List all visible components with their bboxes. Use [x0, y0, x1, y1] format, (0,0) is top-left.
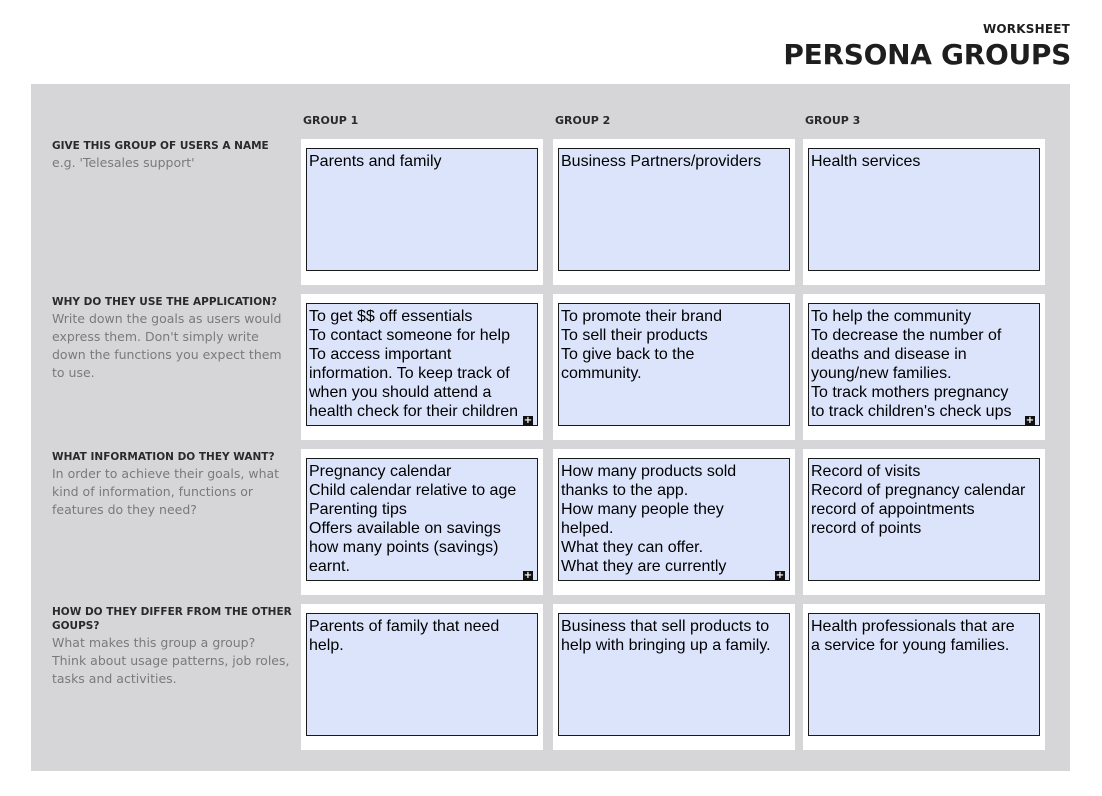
row-label [52, 139, 292, 172]
answer-cell [553, 294, 795, 440]
answer-text-line: to track children's check ups [811, 403, 1012, 420]
answer-text-line: What they are currently [561, 558, 727, 575]
answer-text-line: To decrease the number of [811, 327, 1002, 344]
column-header-group-3: GROUP 3 [805, 114, 861, 127]
worksheet-kicker: WORKSHEET [982, 22, 1070, 36]
answer-text-field[interactable] [558, 303, 790, 426]
row-title-line: GOUPS? [52, 620, 100, 632]
row-description-line: express them. Don't simply write [52, 329, 259, 344]
answer-text-line: help with bringing up a family. [561, 637, 771, 654]
row-description-line: In order to achieve their goals, what [52, 466, 280, 481]
answer-text-line: how many points (savings) [309, 539, 499, 556]
answer-text-field[interactable] [306, 303, 538, 426]
answer-text-field[interactable] [808, 148, 1040, 271]
expand-overflow-icon[interactable]: + [523, 570, 533, 581]
page-title: PERSONA GROUPS [783, 38, 1071, 71]
answer-text-line: To contact someone for help [309, 327, 511, 344]
row-description-line: e.g. 'Telesales support' [52, 155, 195, 170]
row-description-line: features do they need? [52, 502, 197, 517]
answer-text-line: What they can offer. [561, 539, 704, 556]
row-description [52, 310, 292, 382]
expand-overflow-icon[interactable]: + [1025, 415, 1035, 426]
answer-text-line: To track mothers pregnancy [811, 384, 1009, 401]
answer-text-line: To promote their brand [561, 308, 722, 325]
row-title [52, 605, 292, 633]
answer-text-field[interactable] [306, 458, 538, 581]
expand-overflow-icon[interactable]: + [775, 570, 785, 581]
answer-text-line: record of points [811, 520, 922, 537]
row-description-line: tasks and activities. [52, 671, 177, 686]
answer-cell [803, 449, 1045, 595]
answer-cell [301, 449, 543, 595]
answer-text-field[interactable] [558, 148, 790, 271]
answer-text-line: Business that sell products to [561, 618, 770, 635]
answer-cell [553, 139, 795, 285]
answer-text-line: Offers available on savings [309, 520, 501, 537]
answer-text-field[interactable] [808, 613, 1040, 736]
answer-text-field[interactable] [306, 613, 538, 736]
answer-text-line: Record of pregnancy calendar [811, 482, 1026, 499]
answer-text-line: when you should attend a [309, 384, 492, 401]
answer-text-line: information. To keep track of [309, 365, 510, 382]
answer-cell [301, 604, 543, 750]
answer-text-field[interactable] [808, 458, 1040, 581]
answer-text-line: To sell their products [561, 327, 708, 344]
row-title [52, 295, 292, 309]
answer-text-line: thanks to the app. [561, 482, 689, 499]
answer-text-field[interactable] [558, 613, 790, 736]
row-description [52, 465, 292, 519]
answer-text-line: community. [561, 365, 642, 382]
answer-text-field[interactable] [306, 148, 538, 271]
row-label [52, 295, 292, 382]
answer-text-line: To access important [309, 346, 452, 363]
answer-cell [803, 294, 1045, 440]
answer-text-line: Parents and family [309, 153, 442, 170]
row-description [52, 634, 292, 688]
row-title-line: WHY DO THEY USE THE APPLICATION? [52, 296, 278, 308]
answer-cell [301, 294, 543, 440]
answer-text-line: To give back to the [561, 346, 695, 363]
answer-text-line: earnt. [309, 558, 350, 575]
answer-cell [553, 604, 795, 750]
answer-text-line: health check for their children [309, 403, 518, 420]
answer-text-line: Health professionals that are [811, 618, 1015, 635]
answer-text-line: Parenting tips [309, 501, 407, 518]
answer-text-line: a service for young families. [811, 637, 1010, 654]
row-description-line: kind of information, functions or [52, 484, 253, 499]
answer-text-line: Child calendar relative to age [309, 482, 517, 499]
answer-text-line: Health services [811, 153, 921, 170]
column-header-group-1: GROUP 1 [303, 114, 359, 127]
row-title-line: WHAT INFORMATION DO THEY WANT? [52, 451, 275, 463]
row-label [52, 450, 292, 519]
answer-cell [803, 139, 1045, 285]
answer-text-field[interactable] [808, 303, 1040, 426]
answer-text-line: deaths and disease in [811, 346, 967, 363]
row-label [52, 605, 292, 688]
row-title-line: HOW DO THEY DIFFER FROM THE OTHER [52, 606, 292, 618]
row-description-line: Write down the goals as users would [52, 311, 282, 326]
answer-text-line: To help the community [811, 308, 972, 325]
answer-text-line: record of appointments [811, 501, 975, 518]
answer-text-line: help. [309, 637, 344, 654]
answer-text-line: To get $$ off essentials [309, 308, 473, 325]
row-description-line: What makes this group a group? [52, 635, 256, 650]
row-description-line: Think about usage patterns, job roles, [52, 653, 290, 668]
answer-cell [553, 449, 795, 595]
answer-text-line: young/new families. [811, 365, 952, 382]
answer-text-line: Pregnancy calendar [309, 463, 452, 480]
answer-text-line: How many people they [561, 501, 724, 518]
answer-cell [301, 139, 543, 285]
row-description [52, 154, 292, 172]
row-description-line: down the functions you expect them [52, 347, 282, 362]
answer-text-field[interactable] [558, 458, 790, 581]
answer-text-line: Parents of family that need [309, 618, 500, 635]
row-title [52, 139, 292, 153]
row-title-line: GIVE THIS GROUP OF USERS A NAME [52, 140, 269, 152]
answer-text-line: Business Partners/providers [561, 153, 762, 170]
answer-text-line: helped. [561, 520, 614, 537]
row-description-line: to use. [52, 365, 95, 380]
answer-cell [803, 604, 1045, 750]
row-title [52, 450, 292, 464]
answer-text-line: Record of visits [811, 463, 921, 480]
answer-text-line: How many products sold [561, 463, 737, 480]
column-header-group-2: GROUP 2 [555, 114, 611, 127]
expand-overflow-icon[interactable]: + [523, 415, 533, 426]
